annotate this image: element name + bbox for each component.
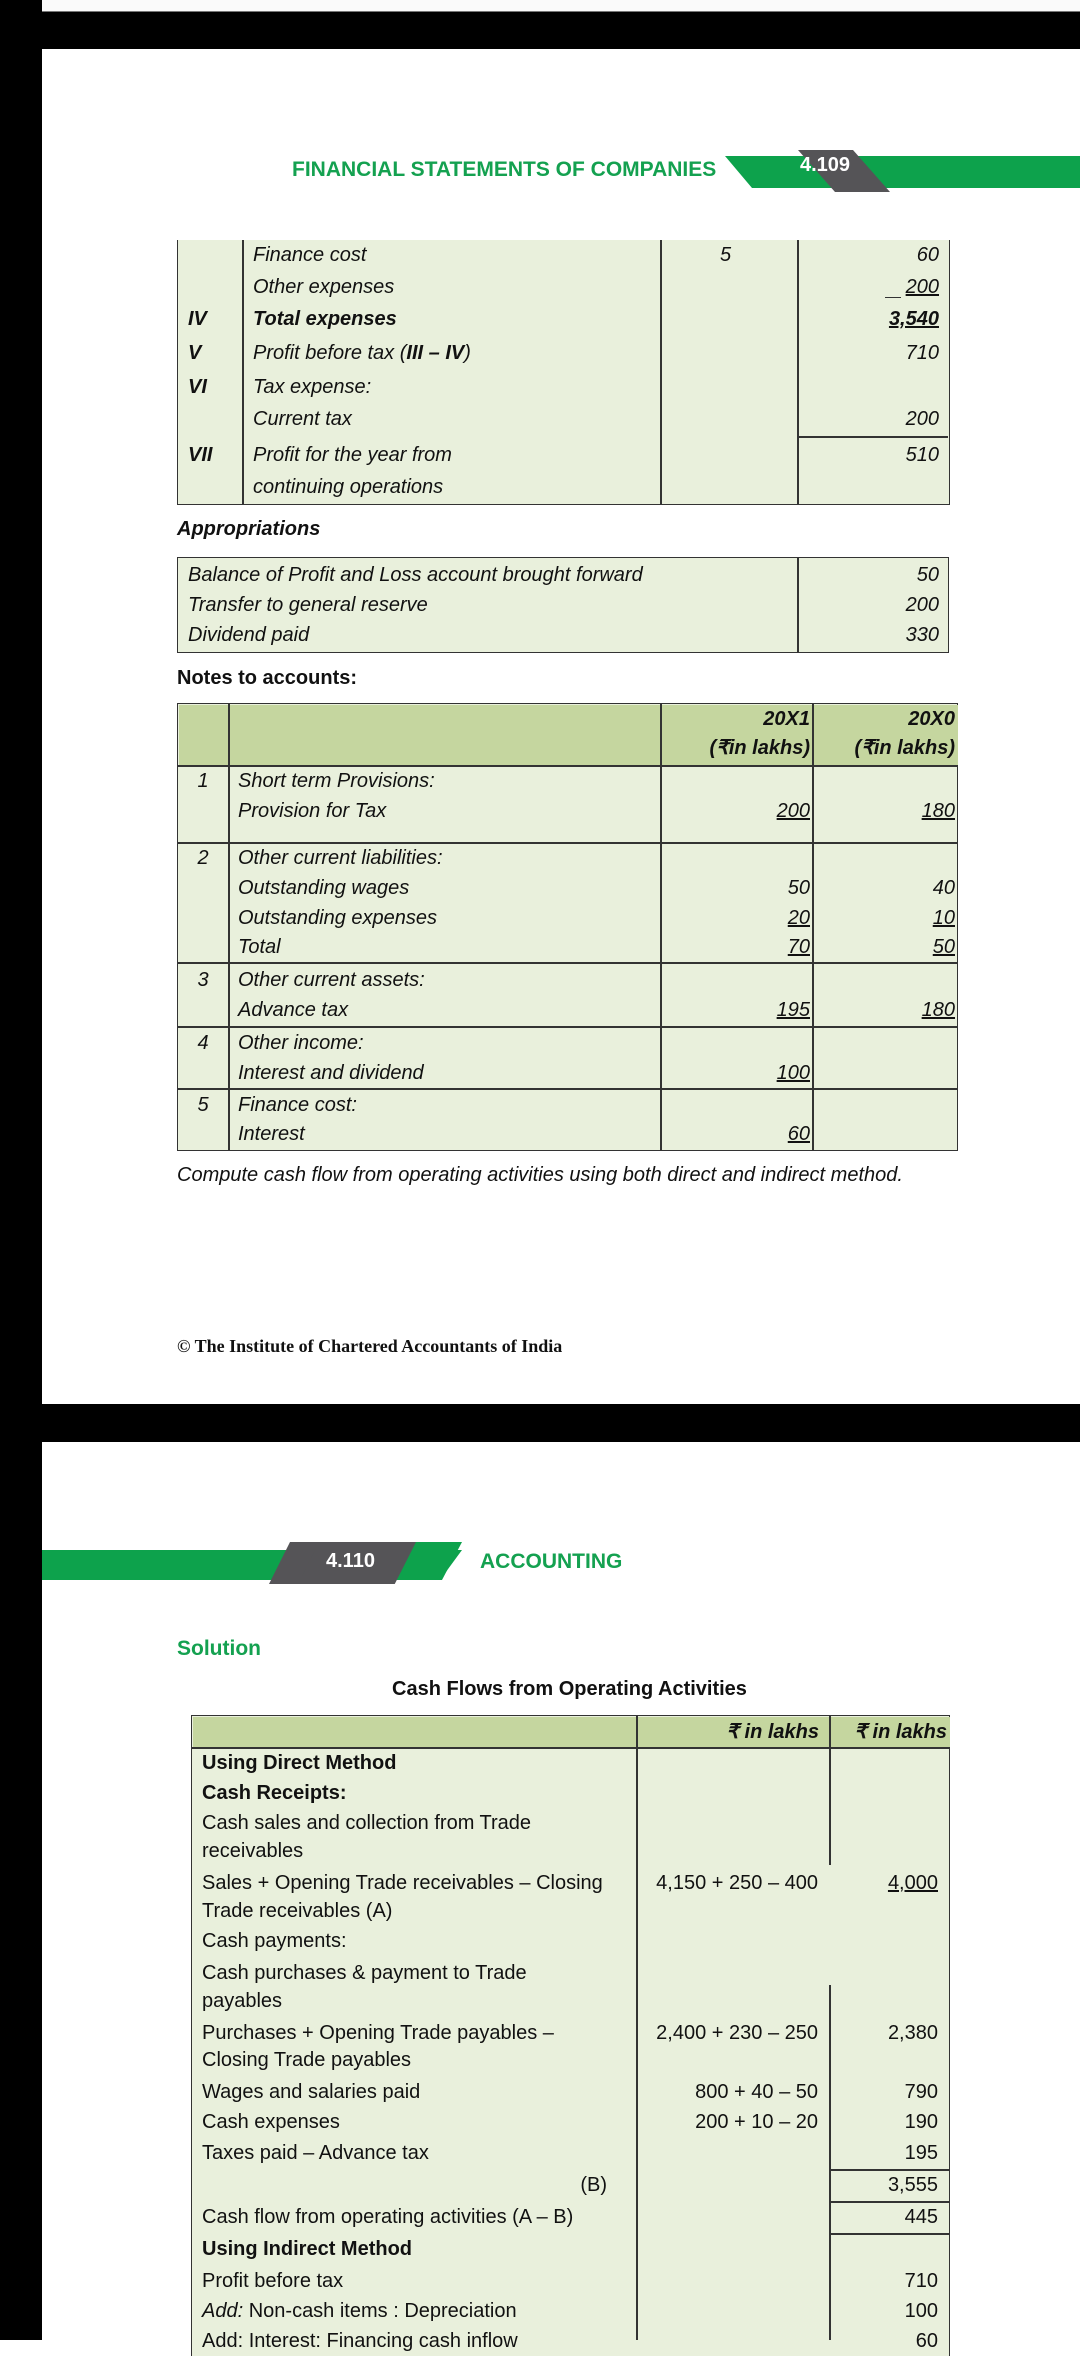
statement-roman: IV	[188, 308, 207, 330]
appropriations-heading: Appropriations	[177, 518, 321, 540]
note-value-20x1: 70	[787, 936, 810, 958]
viewer-left-margin	[0, 0, 42, 2340]
row-label: Cash flow from operating activities (A – B)	[202, 2206, 574, 2228]
page-header-banner	[725, 150, 1080, 195]
note-value-20x0: 50	[932, 936, 955, 958]
statement-roman: V	[188, 342, 202, 364]
note-value-20x1: 20	[787, 907, 810, 929]
statement-label: Profit for the year from	[253, 444, 452, 466]
note-number: 5	[197, 1094, 209, 1116]
row-calculation: 2,400 + 230 – 250	[656, 2022, 818, 2044]
note-value-20x1: 100	[776, 1062, 810, 1084]
row-label: Cash purchases & payment to Trade	[202, 1962, 527, 1984]
statement-subtotal-line	[797, 436, 948, 438]
cash-flow-col-divider	[829, 1715, 831, 2340]
row-amount: 445	[904, 2206, 938, 2228]
row-label: Cash expenses	[202, 2111, 340, 2133]
notes-header-unit: (₹in lakhs)	[854, 737, 955, 759]
section-direct-method: Using Direct Method	[202, 1752, 397, 1774]
note-line-label: Outstanding expenses	[238, 907, 438, 929]
page-number: 4.109	[800, 154, 851, 176]
row-amount-clipped: 60	[915, 2330, 938, 2352]
note-line-label: Outstanding wages	[238, 877, 410, 899]
appropriations-col-divider	[797, 557, 799, 653]
note-number: 1	[197, 770, 209, 792]
appropriation-label: Balance of Profit and Loss account brought forward	[188, 564, 643, 586]
row-label: Profit before tax	[202, 2270, 344, 2292]
note-line-label: Interest and dividend	[238, 1062, 424, 1084]
statement-amount: 200	[905, 408, 939, 430]
row-amount: 195	[904, 2142, 938, 2164]
row-label: receivables	[202, 1840, 304, 1862]
row-label: payables	[202, 1990, 283, 2012]
note-value-20x1: 200	[776, 800, 810, 822]
statement-label: Tax expense:	[253, 376, 372, 398]
cash-flow-table-header	[193, 1717, 950, 1748]
note-line-label: Total	[238, 936, 281, 958]
subtotal-line	[829, 2233, 949, 2235]
page-header-title: FINANCIAL STATEMENTS OF COMPANIES	[292, 158, 717, 181]
notes-row-divider	[177, 962, 958, 964]
row-label: Add: Non-cash items : Depreciation	[202, 2300, 517, 2322]
note-line-label: Advance tax	[238, 999, 349, 1021]
appropriation-amount: 50	[916, 564, 939, 586]
statement-label-continued: continuing operations	[253, 476, 444, 498]
statement-amount: 510	[905, 444, 939, 466]
notes-col-divider	[812, 703, 814, 1150]
row-label-clipped: Add: Interest: Financing cash inflow	[202, 2330, 518, 2352]
row-calculation: 4,150 + 250 – 400	[656, 1872, 818, 1894]
statement-note-ref: 5	[720, 244, 732, 266]
appropriation-amount: 200	[905, 594, 939, 616]
row-label: Closing Trade payables	[202, 2049, 412, 2071]
section-indirect-method: Using Indirect Method	[202, 2238, 412, 2260]
statement-amount: 200	[905, 276, 939, 298]
statement-label: Profit before tax (III – IV)	[253, 342, 471, 364]
notes-header-year: 20X0	[908, 708, 955, 730]
statement-col-divider	[242, 240, 244, 504]
statement-col-divider	[797, 240, 799, 504]
page-header-title: ACCOUNTING	[480, 1550, 623, 1573]
appropriation-amount: 330	[905, 624, 939, 646]
cash-flow-col-break	[829, 1865, 831, 1985]
copyright-footer: © The Institute of Chartered Accountants of India	[177, 1336, 563, 1356]
notes-col-divider	[228, 703, 230, 1150]
page-gap-top	[42, 12, 1080, 49]
page-number: 4.110	[326, 1550, 375, 1572]
note-title: Other current liabilities:	[238, 847, 443, 869]
row-amount: 100	[904, 2300, 938, 2322]
row-label: Cash payments:	[202, 1930, 347, 1952]
notes-heading: Notes to accounts:	[177, 667, 358, 689]
note-title: Other income:	[238, 1032, 364, 1054]
row-amount: 2,380	[887, 2022, 938, 2044]
note-number: 4	[197, 1032, 209, 1054]
row-label: Sales + Opening Trade receivables – Closing	[202, 1872, 603, 1894]
note-title: Other current assets:	[238, 969, 425, 991]
note-number: 3	[197, 969, 209, 991]
row-amount: 790	[904, 2081, 938, 2103]
statement-col-divider	[660, 240, 662, 504]
note-number: 2	[197, 847, 209, 869]
statement-amount: 3,540	[888, 308, 939, 330]
table-title: Cash Flows from Operating Activities	[392, 1678, 747, 1700]
note-line-label: Provision for Tax	[238, 800, 387, 822]
viewer-top-strip	[42, 0, 1080, 12]
statement-roman: VI	[188, 376, 207, 398]
column-header-unit: ₹ in lakhs	[854, 1721, 947, 1743]
appropriation-label: Dividend paid	[188, 624, 310, 646]
note-value-20x0: 180	[921, 800, 955, 822]
row-label: Taxes paid – Advance tax	[202, 2142, 429, 2164]
statement-label: Current tax	[253, 408, 352, 430]
section-cash-receipts: Cash Receipts:	[202, 1782, 347, 1804]
statement-roman: VII	[188, 444, 213, 466]
statement-amount: 710	[905, 342, 939, 364]
row-label: Wages and salaries paid	[202, 2081, 421, 2103]
subtotal-label: (B)	[580, 2174, 607, 2196]
solution-heading: Solution	[177, 1637, 261, 1660]
row-amount: 3,555	[887, 2174, 938, 2196]
notes-table-header	[179, 705, 958, 766]
question-text: Compute cash flow from operating activities using both direct and indirect method.	[177, 1164, 903, 1186]
page-gap-middle	[42, 1404, 1080, 1442]
note-value-20x1: 195	[776, 999, 810, 1021]
note-value-20x0: 10	[932, 907, 955, 929]
notes-header-year: 20X1	[763, 708, 810, 730]
column-header-unit: ₹ in lakhs	[726, 1721, 819, 1743]
note-value-20x1: 50	[787, 877, 810, 899]
row-amount: 710	[904, 2270, 938, 2292]
row-amount: 190	[904, 2111, 938, 2133]
note-value-20x0: 40	[932, 877, 955, 899]
cash-flow-col-divider	[636, 1715, 638, 2340]
note-title: Short term Provisions:	[238, 770, 435, 792]
row-label: Purchases + Opening Trade payables –	[202, 2022, 554, 2044]
underline-extension	[885, 297, 901, 298]
note-value-20x1: 60	[787, 1123, 810, 1145]
notes-header-unit: (₹in lakhs)	[709, 737, 810, 759]
statement-label: Total expenses	[253, 308, 397, 330]
appropriation-label: Transfer to general reserve	[188, 594, 428, 616]
notes-col-divider	[660, 703, 662, 1150]
row-calculation: 200 + 10 – 20	[695, 2111, 818, 2133]
row-label: Trade receivables (A)	[202, 1900, 393, 1922]
note-title: Finance cost:	[238, 1094, 357, 1116]
row-calculation: 800 + 40 – 50	[695, 2081, 818, 2103]
row-label: Cash sales and collection from Trade	[202, 1812, 532, 1834]
statement-amount: 60	[916, 244, 939, 266]
note-line-label: Interest	[238, 1123, 305, 1145]
statement-label: Other expenses	[253, 276, 395, 298]
row-amount: 4,000	[887, 1872, 938, 1894]
note-value-20x0: 180	[921, 999, 955, 1021]
statement-label: Finance cost	[253, 244, 367, 266]
